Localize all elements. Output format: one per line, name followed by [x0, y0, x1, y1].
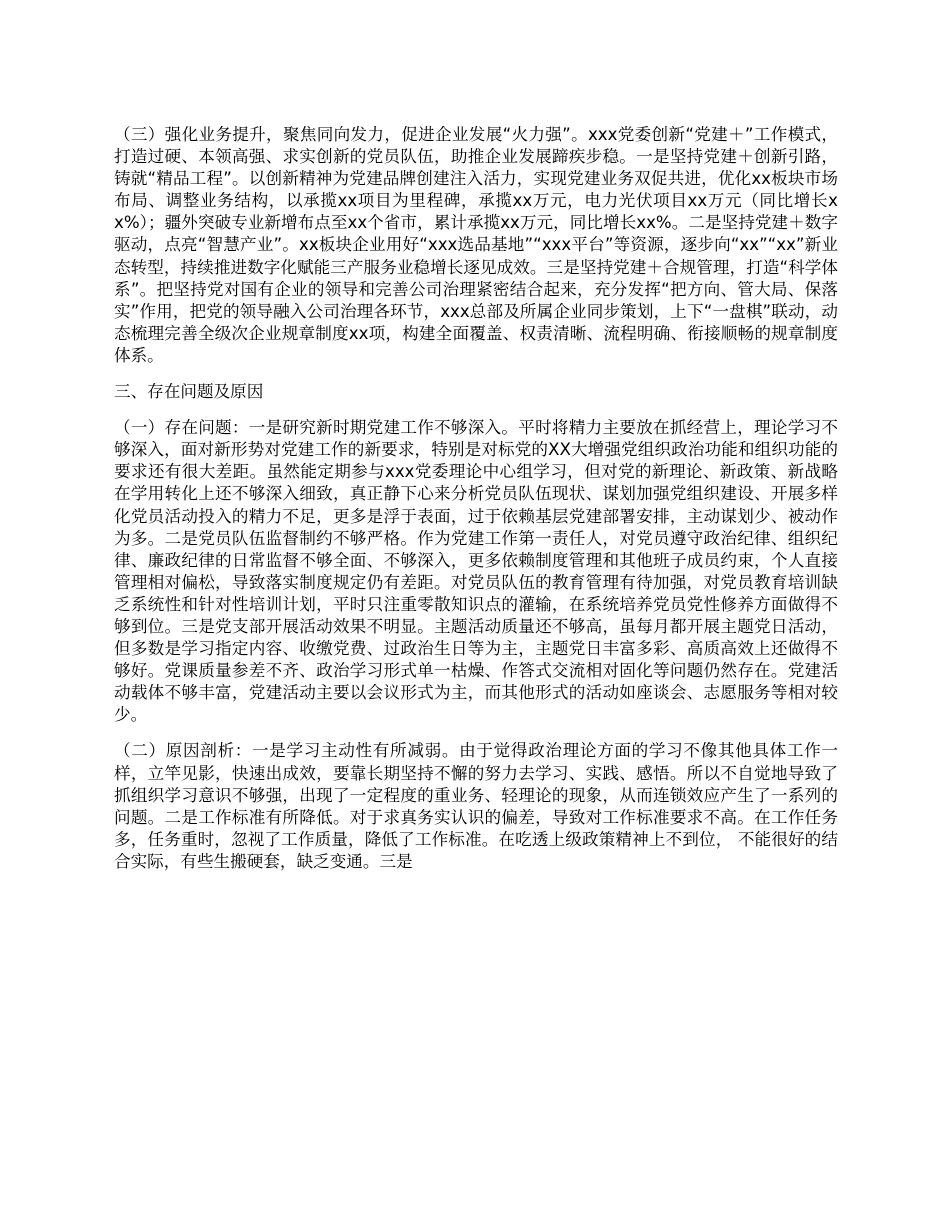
paragraph-existing-problems: （一）存在问题：一是研究新时期党建工作不够深入。平时将精力主要放在抓经营上，理论学习不够深入，面对新形势对党建工作的新要求，特别是对标党的XX大增强党组织政治功能和组织功能的要求还有很大差距。虽然能定期参与xxx党委理论中心组学习，但对党的新理论、新政策、新战略在学用转化上还不够深入细致，真正静下心来分析党员队伍现状、谋划加强党组织建设、开展多样化党员活动投入的精力不足，更多是浮于表面，过于依赖基层党建部署安排，主动谋划少、被动作为多。二是党员队伍监督制约不够严格。作为党建工作第一责任人，对党员遵守政治纪律、组织纪律、廉政纪律的日常监督不够全面、不够深入，更多依赖制度管理和其他班子成员约束，个人直接管理相对偏松，导致落实制度规定仍有差距。对党员队伍的教育管理有待加强，对党员教育培训缺乏系统性和针对性培训计划，平时只注重零散知识点的灌输，在系统培养党员党性修养方面做得不够到位。三是党支部开展活动效果不明显。主题活动质量还不够高，虽每月都开展主题党日活动，但多数是学习指定内容、收缴党费、过政治生日等为主，主题党日丰富多彩、高质高效上还做得不够好。党课质量参差不齐、政治学习形式单一枯燥、作答式交流相对固化等问题仍然存在。党建活动载体不够丰富，党建活动主要以会议形式为主，而其他形式的活动如座谈会、志愿服务等相对较少。 [114, 418, 838, 725]
paragraph-cause-analysis: （二）原因剖析：一是学习主动性有所减弱。由于觉得政治理论方面的学习不像其他具体工作一样，立竿见影，快速出成效，要靠长期坚持不懈的努力去学习、实践、感悟。所以不自觉地导致了抓组织学习意识不够强，出现了一定程度的重业务、轻理论的现象，从而连锁效应产生了一系列的问题。二是工作标准有所降低。对于求真务实认识的偏差，导致对工作标准要求不高。在工作任务多，任务重时，忽视了工作质量，降低了工作标准。在吃透上级政策精神上不到位， 不能很好的结合实际，有些生搬硬套，缺乏变通。三是 [114, 741, 838, 871]
document-page [114, 124, 838, 887]
section-heading-problems: 三、存在问题及原因 [114, 382, 264, 402]
paragraph-business-improvement: （三）强化业务提升，聚焦同向发力，促进企业发展“火力强”。xxx党委创新“党建＋”工作模式，打造过硬、本领高强、求实创新的党员队伍，助推企业发展蹄疾步稳。一是坚持党建＋创新引路，铸就“精品工程”。以创新精神为党建品牌创建注入活力，实现党建业务双促共进，优化xx板块市场布局、调整业务结构，以承揽xx项目为里程碑，承揽xx万元，电力光伏项目xx万元（同比增长xx%）；疆外突破专业新增布点至xx个省市，累计承揽xx万元，同比增长xx%。二是坚持党建＋数字驱动，点亮“智慧产业”。xx板块企业用好“xxx选品基地”“xxx平台”等资源，逐步向“xx”“xx”新业态转型，持续推进数字化赋能三产服务业稳增长逐见成效。三是坚持党建＋合规管理，打造“科学体系”。把坚持党对国有企业的领导和完善公司治理紧密结合起来，充分发挥“把方向、管大局、保落实”作用，把党的领导融入公司治理各环节，xxx总部及所属企业同步策划，上下“一盘棋”联动，动态梳理完善全级次企业规章制度xx项，构建全面覆盖、权责清晰、流程明确、衔接顺畅的规章制度体系。 [114, 125, 838, 365]
